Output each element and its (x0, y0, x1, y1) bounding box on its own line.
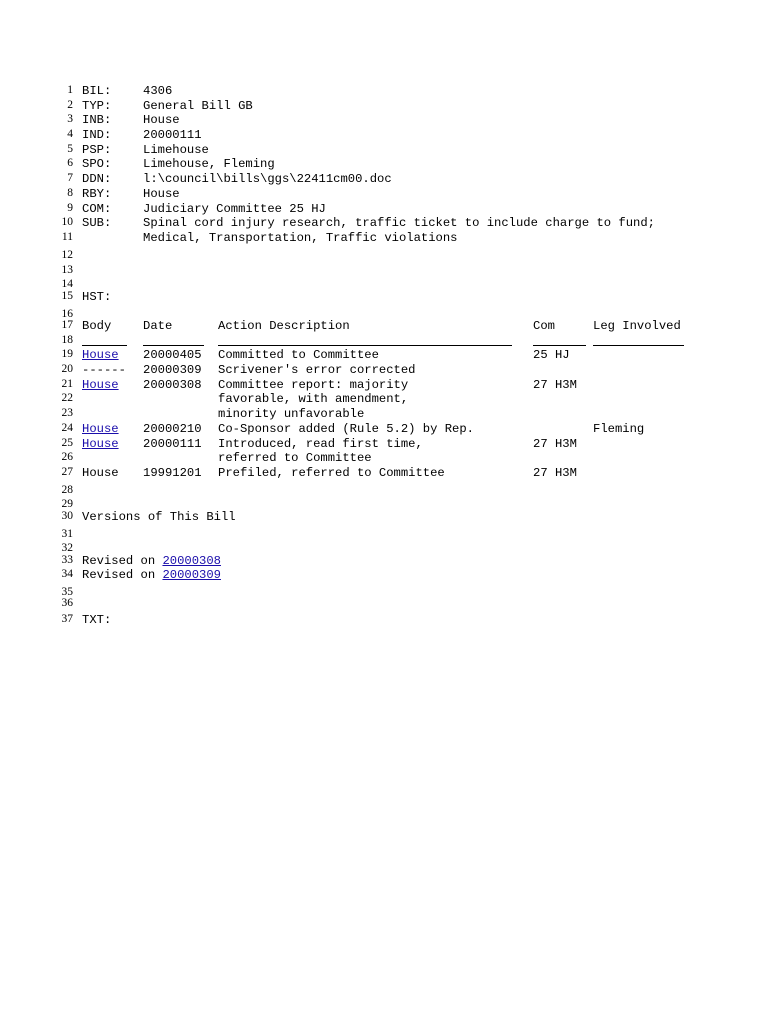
line-number: 21 (61, 378, 73, 390)
field-value-type: General Bill GB (143, 99, 253, 113)
history-body-link[interactable]: House (82, 437, 119, 451)
field-value-introduced-body: House (143, 113, 180, 127)
history-body-link[interactable]: House (82, 422, 119, 436)
history-body-link[interactable]: House (82, 348, 119, 362)
history-action: Committed to Committee (218, 348, 379, 362)
line-number: 1 (67, 84, 73, 96)
line-number: 20 (61, 363, 73, 375)
field-value-primary-sponsor: Limehouse (143, 143, 209, 157)
field-label: PSP: (82, 143, 112, 157)
versions-title: Versions of This Bill (82, 510, 236, 524)
version-prefix: Revised on (82, 568, 163, 582)
history-label: HST: (82, 290, 112, 304)
field-label: RBY: (82, 187, 112, 201)
field-label: BIL: (82, 84, 112, 98)
line-number: 12 (61, 249, 73, 261)
line-number: 13 (61, 264, 73, 276)
history-action-continued: minority unfavorable (218, 407, 365, 421)
line-number: 2 (67, 99, 73, 111)
line-number: 3 (67, 113, 73, 125)
line-number: 11 (61, 231, 73, 243)
line-number: 34 (61, 568, 73, 580)
column-header-date: Date (143, 319, 173, 333)
line-number: 36 (61, 597, 73, 609)
history-body-link[interactable]: House (82, 378, 119, 392)
line-number: 14 (61, 278, 73, 290)
history-body: ------ (82, 363, 126, 377)
history-com: 27 H3M (533, 378, 577, 392)
version-entry (82, 568, 221, 582)
line-number: 28 (61, 484, 73, 496)
version-link[interactable]: 20000308 (162, 554, 221, 568)
txt-label: TXT: (82, 613, 112, 627)
version-entry (82, 554, 221, 568)
field-label: IND: (82, 128, 112, 142)
column-header-action: Action Description (218, 319, 350, 333)
history-action-continued: referred to Committee (218, 451, 372, 465)
line-number: 4 (67, 128, 73, 140)
line-number: 23 (61, 407, 73, 419)
history-action: Committee report: majority (218, 378, 409, 392)
history-date: 19991201 (143, 466, 202, 480)
history-com: 27 H3M (533, 437, 577, 451)
version-prefix: Revised on (82, 554, 163, 568)
line-number: 8 (67, 187, 73, 199)
line-number: 37 (61, 613, 73, 625)
line-number: 30 (61, 510, 73, 522)
field-label: TYP: (82, 99, 112, 113)
field-label: COM: (82, 202, 112, 216)
history-date: 20000210 (143, 422, 202, 436)
line-number: 25 (61, 437, 73, 449)
column-rule-action (218, 345, 512, 346)
column-rule-body (82, 345, 127, 346)
line-number: 32 (61, 542, 73, 554)
history-action-continued: favorable, with amendment, (218, 392, 409, 406)
column-rule-com (533, 345, 586, 346)
line-number: 18 (61, 334, 73, 346)
field-label: DDN: (82, 172, 112, 186)
line-number: 26 (61, 451, 73, 463)
history-action: Co-Sponsor added (Rule 5.2) by Rep. (218, 422, 474, 436)
column-header-com: Com (533, 319, 555, 333)
field-value-subject: Spinal cord injury research, traffic ticket to include charge to fund; (143, 216, 655, 230)
history-com: 25 HJ (533, 348, 570, 362)
line-number: 19 (61, 348, 73, 360)
column-header-leg-involved: Leg Involved (593, 319, 681, 333)
line-number: 27 (61, 466, 73, 478)
history-date: 20000405 (143, 348, 202, 362)
field-value-subject-continued: Medical, Transportation, Traffic violations (143, 231, 458, 245)
line-number: 5 (67, 143, 73, 155)
history-action: Prefiled, referred to Committee (218, 466, 445, 480)
line-number: 35 (61, 586, 73, 598)
line-number: 10 (61, 216, 73, 228)
line-number: 7 (67, 172, 73, 184)
column-rule-date (143, 345, 204, 346)
field-value-committee: Judiciary Committee 25 HJ (143, 202, 326, 216)
field-label: SPO: (82, 157, 112, 171)
line-number: 16 (61, 308, 73, 320)
field-label: SUB: (82, 216, 112, 230)
line-number: 33 (61, 554, 73, 566)
line-number: 6 (67, 157, 73, 169)
field-value-document-name: l:\council\bills\ggs\22411cm00.doc (143, 172, 392, 186)
field-value-received-by: House (143, 187, 180, 201)
history-leg-involved: Fleming (593, 422, 645, 436)
version-link[interactable]: 20000309 (162, 568, 221, 582)
line-number: 24 (61, 422, 73, 434)
history-date: 20000111 (143, 437, 202, 451)
field-value-bill-number: 4306 (143, 84, 173, 98)
field-value-sponsors: Limehouse, Fleming (143, 157, 275, 171)
line-number: 17 (61, 319, 73, 331)
field-label: INB: (82, 113, 112, 127)
history-date: 20000309 (143, 363, 202, 377)
history-action: Scrivener's error corrected (218, 363, 416, 377)
history-com: 27 H3M (533, 466, 577, 480)
history-date: 20000308 (143, 378, 202, 392)
line-number: 29 (61, 498, 73, 510)
history-body: House (82, 466, 119, 480)
column-header-body: Body (82, 319, 112, 333)
line-number: 22 (61, 392, 73, 404)
field-value-introduced-date: 20000111 (143, 128, 202, 142)
history-action: Introduced, read first time, (218, 437, 423, 451)
column-rule-leg-involved (593, 345, 684, 346)
line-number: 9 (67, 202, 73, 214)
line-number: 15 (61, 290, 73, 302)
line-number: 31 (61, 528, 73, 540)
